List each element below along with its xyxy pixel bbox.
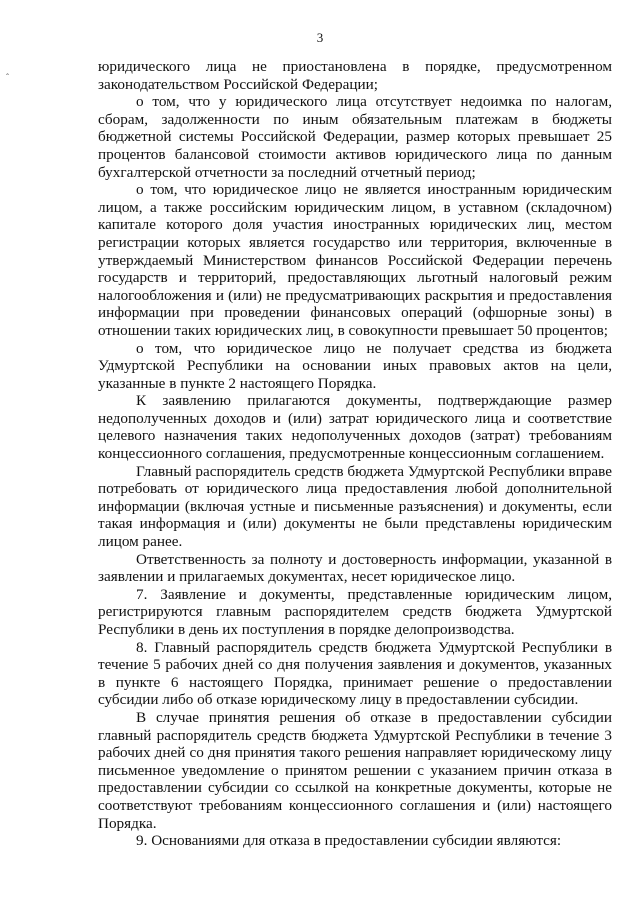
- paragraph-item-8: 8. Главный распорядитель средств бюджета Удмуртской Республики в течение 5 рабочих дней со дня получения заявления и документов, указанных в пункте 6 настоящего Порядка, принимает решение о предоставлении субсидии либо об отказе юридическому лицу в предоставлении субсидии.: [98, 638, 612, 709]
- paragraph-attachments: К заявлению прилагаются документы, подтверждающие размер недополученных доходов и (или) затрат юридического лица и соответствие целевого назначения таких недополученных доходов (затрат) требованиям концессионного соглашения, предусмотренные концессионным соглашением.: [98, 392, 612, 463]
- margin-mark: ˆ: [6, 72, 9, 82]
- paragraph-no-other-funds: о том, что юридическое лицо не получает средства из бюджета Удмуртской Республики на основании иных правовых актов на цели, указанные в пункте 2 настоящего Порядка.: [98, 339, 612, 392]
- paragraph-continuation: юридического лица не приостановлена в порядке, предусмотренном законодательством Российской Федерации;: [98, 58, 612, 93]
- document-body: [98, 58, 612, 850]
- page-number: 3: [316, 30, 324, 45]
- paragraph-item-7: 7. Заявление и документы, представленные юридическим лицом, регистрируются главным распорядителем средств бюджета Удмуртской Республики в день их поступления в порядке делопроизводства.: [98, 585, 612, 638]
- paragraph-tax-arrears: о том, что у юридического лица отсутствует недоимка по налогам, сборам, задолженности по иным обязательным платежам в бюджеты бюджетной системы Российской Федерации, размер которых превышает 25 процентов балансовой стоимости активов юридического лица по данным бухгалтерской отчетности за последний отчетный период;: [98, 93, 612, 181]
- paragraph-additional-info: Главный распорядитель средств бюджета Удмуртской Республики вправе потребовать от юридического лица предоставления любой дополнительной информации (включая устные и письменные разъяснения) и документы, если такая информация и (или) документы не были представлены юридическим лицом ранее.: [98, 462, 612, 551]
- paragraph-responsibility: Ответственность за полноту и достоверность информации, указанной в заявлении и прилагаемых документах, несет юридическое лицо.: [98, 550, 612, 586]
- paragraph-item-9: 9. Основаниями для отказа в предоставлении субсидии являются:: [136, 832, 562, 850]
- paragraph-foreign-entity: о том, что юридическое лицо не является иностранным юридическим лицом, а также российским юридическим лицом, в уставном (складочном) капитале которого доля участия иностранных юридических лиц, местом регистрации которых является государство или территория, включенные в утверждаемый Министерством финансов Российской Федерации перечень государств и территорий, предоставляющих льготный налоговый режим налогообложения и (или) не предусматривающих раскрытия и предоставления информации при проведении финансовых операций (офшорные зоны) в отношении таких юридических лиц, в совокупности превышает 50 процентов;: [98, 181, 612, 339]
- paragraph-refusal-notice: В случае принятия решения об отказе в предоставлении субсидии главный распорядитель средств бюджета Удмуртской Республики в течение 3 рабочих дней со дня принятия такого решения направляет юридическому лицу письменное уведомление о принятом решении с указанием причин отказа в предоставлении субсидии со ссылкой на конкретные документы, которые не соответствуют требованиям концессионного соглашения и (или) настоящего Порядка.: [98, 708, 612, 832]
